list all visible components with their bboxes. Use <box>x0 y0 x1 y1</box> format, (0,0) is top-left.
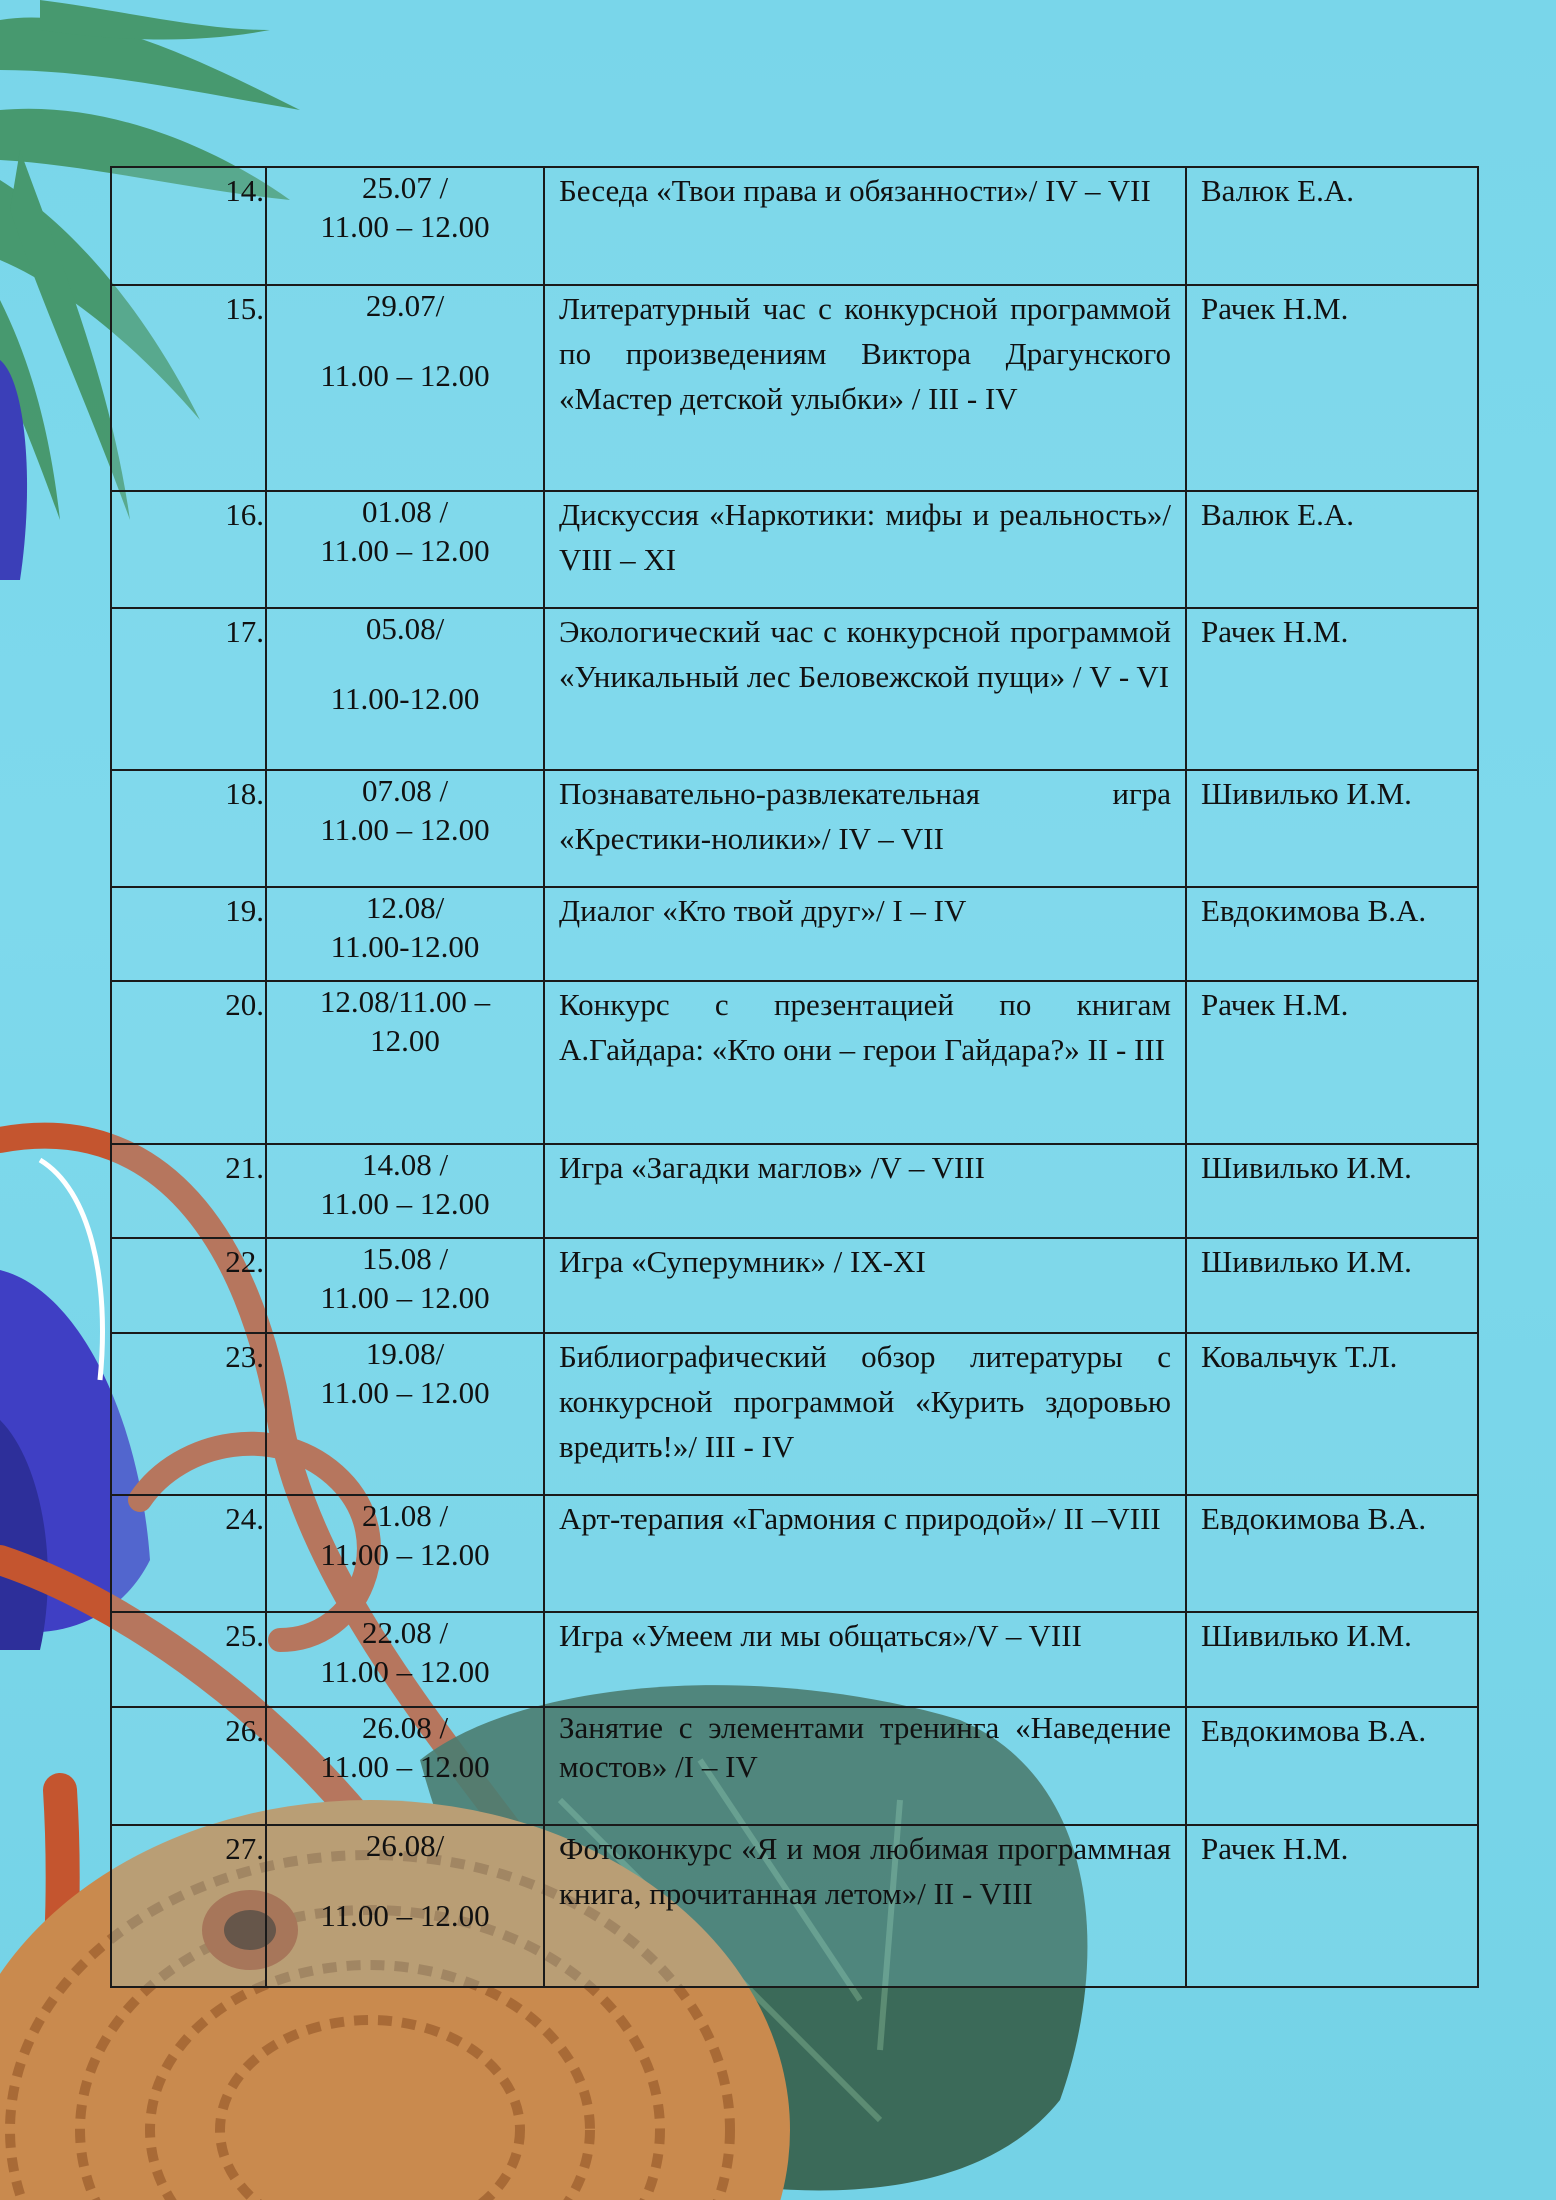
table-row <box>111 608 1478 770</box>
row-number: 21. <box>111 1144 266 1238</box>
responsible-person: Рачек Н.М. <box>1186 285 1478 491</box>
table-row <box>111 1612 1478 1707</box>
time-text: 11.00-12.00 <box>330 929 480 964</box>
row-number: 27. <box>111 1825 266 1987</box>
time-text: 11.00 – 12.00 <box>320 1280 490 1315</box>
date-time-cell <box>266 491 544 608</box>
event-description: Игра «Умеем ли мы общаться»/V – VIII <box>544 1612 1186 1707</box>
event-description: Познавательно-развлекательная игра «Крестики-нолики»/ IV – VII <box>544 770 1186 887</box>
responsible-person: Евдокимова В.А. <box>1186 1495 1478 1612</box>
event-description: Диалог «Кто твой друг»/ I – IV <box>544 887 1186 981</box>
date-text: 22.08 / <box>361 1615 449 1650</box>
row-number: 23. <box>111 1333 266 1495</box>
responsible-person: Евдокимова В.А. <box>1186 1707 1478 1825</box>
time-text: 11.00-12.00 <box>330 681 480 716</box>
event-description: Игра «Загадки маглов» /V – VIII <box>544 1144 1186 1238</box>
date-time-cell <box>266 1144 544 1238</box>
time-text: 11.00 – 12.00 <box>320 812 490 847</box>
date-time-cell <box>266 1707 544 1825</box>
date-text: 15.08 / <box>361 1241 449 1276</box>
schedule-table <box>110 166 1479 1988</box>
date-time-cell <box>266 1333 544 1495</box>
event-description: Экологический час с конкурсной программой «Уникальный лес Беловежской пущи» / V - VI <box>544 608 1186 770</box>
responsible-person: Шивилько И.М. <box>1186 770 1478 887</box>
event-description: Занятие с элементами тренинга «Наведение мостов» /I – IV <box>544 1707 1186 1825</box>
event-description: Литературный час с конкурсной программой по произведениям Виктора Драгунского «Мастер детской улыбки» / III - IV <box>544 285 1186 491</box>
responsible-person: Рачек Н.М. <box>1186 608 1478 770</box>
responsible-person: Рачек Н.М. <box>1186 1825 1478 1987</box>
responsible-person: Рачек Н.М. <box>1186 981 1478 1144</box>
table-row <box>111 770 1478 887</box>
date-time-cell <box>266 1495 544 1612</box>
time-text: 11.00 – 12.00 <box>320 358 490 393</box>
date-text: 21.08 / <box>361 1498 449 1533</box>
event-description: Дискуссия «Наркотики: мифы и реальность»/ VIII – XI <box>544 491 1186 608</box>
row-number: 17. <box>111 608 266 770</box>
event-description: Фотоконкурс «Я и моя любимая программная книга, прочитанная летом»/ II - VIII <box>544 1825 1186 1987</box>
row-number: 26. <box>111 1707 266 1825</box>
table-row <box>111 1238 1478 1333</box>
table-row <box>111 491 1478 608</box>
table-row <box>111 1333 1478 1495</box>
responsible-person: Валюк Е.А. <box>1186 491 1478 608</box>
date-text: 19.08/ <box>365 1336 445 1371</box>
row-number: 14. <box>111 167 266 285</box>
time-text: 12.00 <box>370 1023 440 1058</box>
table-row <box>111 285 1478 491</box>
row-number: 20. <box>111 981 266 1144</box>
event-description: Беседа «Твои права и обязанности»/ IV – VII <box>544 167 1186 285</box>
date-time-cell <box>266 981 544 1144</box>
time-text: 11.00 – 12.00 <box>320 533 490 568</box>
event-description: Арт-терапия «Гармония с природой»/ II –VIII <box>544 1495 1186 1612</box>
time-text: 11.00 – 12.00 <box>320 1654 490 1689</box>
responsible-person: Ковальчук Т.Л. <box>1186 1333 1478 1495</box>
responsible-person: Шивилько И.М. <box>1186 1238 1478 1333</box>
time-text: 11.00 – 12.00 <box>320 1749 490 1784</box>
responsible-person: Шивилько И.М. <box>1186 1612 1478 1707</box>
row-number: 24. <box>111 1495 266 1612</box>
date-text: 01.08 / <box>361 494 449 529</box>
date-time-cell <box>266 167 544 285</box>
row-number: 18. <box>111 770 266 887</box>
table-row <box>111 1707 1478 1825</box>
table-row <box>111 1144 1478 1238</box>
table-row <box>111 1495 1478 1612</box>
event-description: Конкурс с презентацией по книгам А.Гайдара: «Кто они – герои Гайдара?» II - III <box>544 981 1186 1144</box>
date-text: 26.08/ <box>365 1828 445 1863</box>
time-text: 11.00 – 12.00 <box>320 1375 490 1410</box>
responsible-person: Валюк Е.А. <box>1186 167 1478 285</box>
row-number: 15. <box>111 285 266 491</box>
row-number: 22. <box>111 1238 266 1333</box>
responsible-person: Евдокимова В.А. <box>1186 887 1478 981</box>
row-number: 19. <box>111 887 266 981</box>
time-text: 11.00 – 12.00 <box>320 1186 490 1221</box>
time-text: 11.00 – 12.00 <box>320 1898 490 1933</box>
date-text: 29.07/ <box>365 288 445 323</box>
date-time-cell <box>266 1612 544 1707</box>
row-number: 25. <box>111 1612 266 1707</box>
event-description: Игра «Суперумник» / IX-XI <box>544 1238 1186 1333</box>
date-time-cell <box>266 887 544 981</box>
date-text: 05.08/ <box>365 611 445 646</box>
date-text: 25.07 / <box>361 170 449 205</box>
date-time-cell <box>266 1238 544 1333</box>
table-row <box>111 887 1478 981</box>
time-text: 11.00 – 12.00 <box>320 209 490 244</box>
date-time-cell <box>266 608 544 770</box>
date-text: 26.08 / <box>361 1710 449 1745</box>
table-row <box>111 1825 1478 1987</box>
date-text: 14.08 / <box>361 1147 449 1182</box>
row-number: 16. <box>111 491 266 608</box>
date-text: 07.08 / <box>361 773 449 808</box>
date-time-cell <box>266 770 544 887</box>
responsible-person: Шивилько И.М. <box>1186 1144 1478 1238</box>
date-time-cell <box>266 1825 544 1987</box>
table-row <box>111 167 1478 285</box>
table-row <box>111 981 1478 1144</box>
event-description: Библиографический обзор литературы с конкурсной программой «Курить здоровью вредить!»/ III - IV <box>544 1333 1186 1495</box>
date-time-cell <box>266 285 544 491</box>
date-text: 12.08/ <box>365 890 445 925</box>
time-text: 11.00 – 12.00 <box>320 1537 490 1572</box>
date-text: 12.08/11.00 – <box>319 984 491 1019</box>
